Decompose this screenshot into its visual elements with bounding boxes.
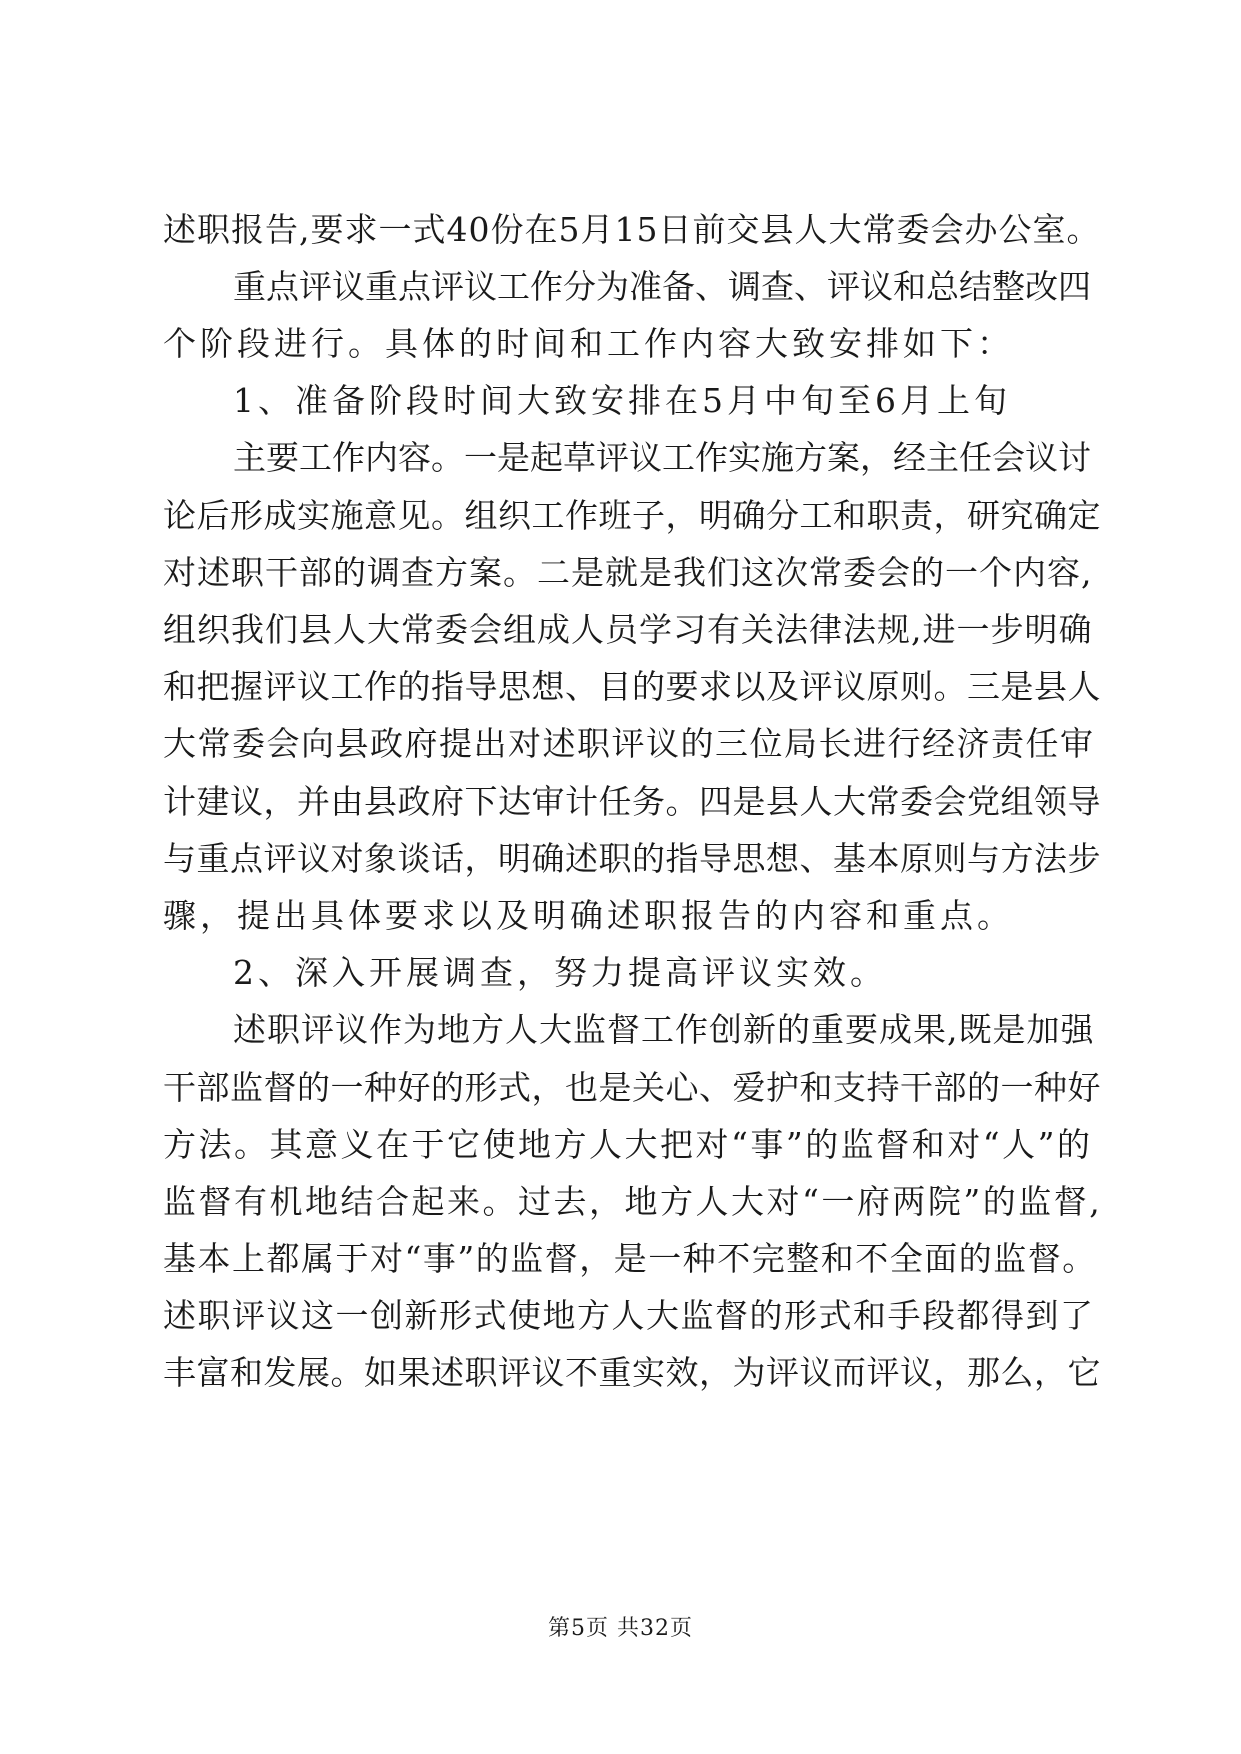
paragraph-line: 重点评议重点评议工作分为准备、调查、评议和总结整改四 xyxy=(233,267,1091,306)
paragraph-line: 述职评议作为地方人大监督工作创新的重要成果,既是加强 xyxy=(233,1010,1095,1049)
page-number: 第5页 共32页 xyxy=(548,1616,693,1641)
paragraph-line: 大常委会向县政府提出对述职评议的三位局长进行经济责任审 xyxy=(163,724,1095,763)
paragraph-line: 个阶段进行。具体的时间和工作内容大致安排如下： xyxy=(163,324,1014,363)
paragraph-line: 干部监督的一种好的形式，也是关心、爱护和支持干部的一种好 xyxy=(163,1068,1101,1107)
paragraph-line: 述职报告,要求一式40份在5月15日前交县人大常委会办公室。 xyxy=(163,210,1101,249)
paragraph-line: 丰富和发展。如果述职评议不重实效，为评议而评议，那么，它 xyxy=(163,1353,1101,1392)
paragraph-line: 述职评议这一创新形式使地方人大监督的形式和手段都得到了 xyxy=(163,1296,1095,1335)
paragraph-line: 主要工作内容。一是起草评议工作实施方案，经主任会议讨 xyxy=(233,438,1091,477)
paragraph-line: 对述职干部的调查方案。二是就是我们这次常委会的一个内容, xyxy=(163,553,1093,592)
paragraph-line: 基本上都属于对“事”的监督，是一种不完整和不全面的监督。 xyxy=(163,1239,1097,1278)
paragraph-line: 方法。其意义在于它使地方人大把对“事”的监督和对“人”的 xyxy=(163,1125,1093,1164)
paragraph-line: 组织我们县人大常委会组成人员学习有关法律法规,进一步明确 xyxy=(163,610,1093,649)
paragraph-line: 1、准备阶段时间大致安排在5月中旬至6月上旬 xyxy=(233,381,1011,420)
paragraph-line: 骤，提出具体要求以及明确述职报告的内容和重点。 xyxy=(163,896,1014,935)
paragraph-line: 监督有机地结合起来。过去，地方人大对“一府两院”的监督, xyxy=(163,1182,1103,1221)
paragraph-line: 论后形成实施意见。组织工作班子，明确分工和职责，研究确定 xyxy=(163,496,1101,535)
paragraph-line: 和把握评议工作的指导思想、目的要求以及评议原则。三是县人 xyxy=(163,667,1101,706)
paragraph-line: 计建议，并由县政府下达审计任务。四是县人大常委会党组领导 xyxy=(163,782,1101,821)
paragraph-line: 与重点评议对象谈话，明确述职的指导思想、基本原则与方法步 xyxy=(163,839,1101,878)
paragraph-line: 2、深入开展调查，努力提高评议实效。 xyxy=(233,953,887,992)
